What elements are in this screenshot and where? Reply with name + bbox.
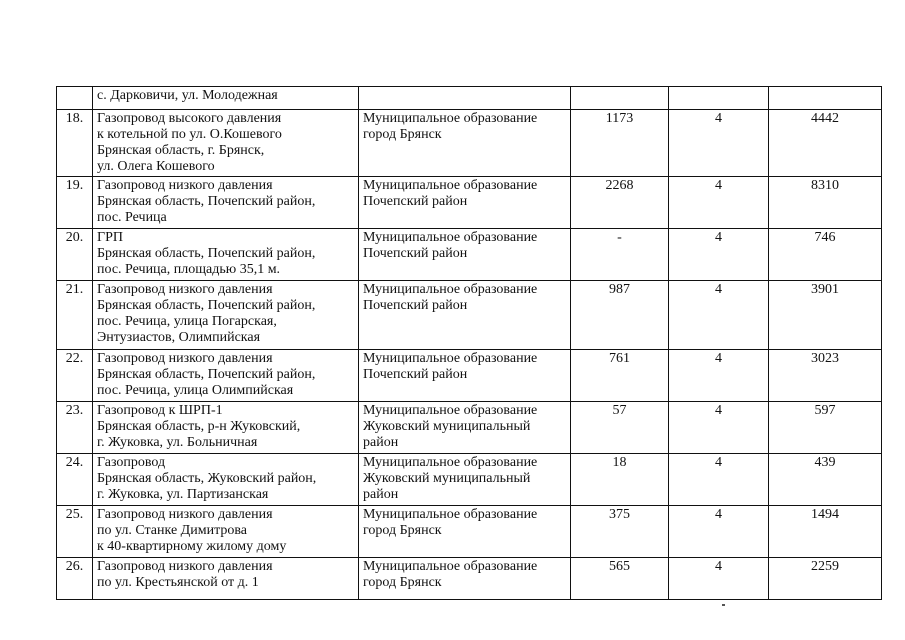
value-cell: 8310: [769, 177, 882, 229]
object-name-line: ул. Олега Кошевого: [97, 159, 215, 174]
object-name-cell: [93, 454, 359, 506]
owner-cell: [359, 281, 571, 350]
object-name-line: пос. Речица, площадью 35,1 м.: [97, 262, 281, 277]
table-row: [57, 558, 882, 600]
row-number: [57, 87, 93, 110]
gas-pipeline-table: [56, 86, 882, 600]
table-row: [57, 506, 882, 558]
value-cell: 1494: [769, 506, 882, 558]
object-name-line: Газопровод низкого давления: [97, 507, 273, 522]
owner-line: Муниципальное образование: [363, 230, 538, 245]
owner-line: Почепский район: [363, 194, 468, 209]
object-name-line: Газопровод низкого давления: [97, 282, 273, 297]
owner-cell: [359, 229, 571, 281]
class-cell: 4: [669, 229, 769, 281]
length-cell: 761: [571, 350, 669, 402]
length-cell: 1173: [571, 110, 669, 177]
table-row: [57, 110, 882, 177]
object-name-line: по ул. Станке Димитрова: [97, 523, 248, 538]
object-name-line: Газопровод низкого давления: [97, 351, 273, 366]
object-name-line: с. Дарковичи, ул. Молодежная: [97, 88, 278, 103]
object-name-cell: [93, 177, 359, 229]
row-number: 21.: [57, 281, 93, 350]
value-cell: 3901: [769, 281, 882, 350]
object-name-line: Брянская область, Почепский район,: [97, 298, 316, 313]
length-cell: 57: [571, 402, 669, 454]
object-name-line: Брянская область, р-н Жуковский,: [97, 419, 301, 434]
length-cell: [571, 87, 669, 110]
value-cell: [769, 87, 882, 110]
owner-line: Муниципальное образование: [363, 111, 538, 126]
object-name-line: Брянская область, Почепский район,: [97, 194, 316, 209]
owner-line: район: [363, 487, 399, 502]
length-cell: 987: [571, 281, 669, 350]
object-name-cell: [93, 229, 359, 281]
length-cell: 565: [571, 558, 669, 600]
owner-cell: [359, 558, 571, 600]
owner-cell: [359, 402, 571, 454]
object-name-cell: [93, 506, 359, 558]
object-name-line: Брянская область, Почепский район,: [97, 367, 316, 382]
value-cell: 597: [769, 402, 882, 454]
owner-line: Муниципальное образование: [363, 403, 538, 418]
class-cell: 4: [669, 454, 769, 506]
value-cell: 439: [769, 454, 882, 506]
object-name-line: Газопровод низкого давления: [97, 559, 273, 574]
object-name-line: Газопровод низкого давления: [97, 178, 273, 193]
row-number: 18.: [57, 110, 93, 177]
owner-line: город Брянск: [363, 575, 442, 590]
class-cell: 4: [669, 110, 769, 177]
table-row: [57, 281, 882, 350]
object-name-line: Брянская область, Жуковский район,: [97, 471, 317, 486]
owner-line: Муниципальное образование: [363, 455, 538, 470]
object-name-line: ГРП: [97, 230, 123, 245]
row-number: 23.: [57, 402, 93, 454]
object-name-line: к 40-квартирному жилому дому: [97, 539, 287, 554]
row-number: 19.: [57, 177, 93, 229]
table-body: [57, 87, 882, 600]
owner-line: район: [363, 435, 399, 450]
object-name-cell: [93, 87, 359, 110]
owner-line: Муниципальное образование: [363, 351, 538, 366]
object-name-cell: [93, 350, 359, 402]
owner-line: Почепский район: [363, 367, 468, 382]
object-name-line: пос. Речица, улица Олимпийская: [97, 383, 294, 398]
owner-line: Муниципальное образование: [363, 282, 538, 297]
class-cell: 4: [669, 558, 769, 600]
object-name-line: пос. Речица: [97, 210, 167, 225]
object-name-cell: [93, 558, 359, 600]
value-cell: 3023: [769, 350, 882, 402]
owner-line: Муниципальное образование: [363, 178, 538, 193]
object-name-line: Газопровод высокого давления: [97, 111, 282, 126]
table-row: [57, 350, 882, 402]
length-cell: -: [571, 229, 669, 281]
object-name-line: г. Жуковка, ул. Партизанская: [97, 487, 269, 502]
object-name-cell: [93, 402, 359, 454]
value-cell: 2259: [769, 558, 882, 600]
length-cell: 375: [571, 506, 669, 558]
value-cell: 746: [769, 229, 882, 281]
owner-line: Жуковский муниципальный: [363, 471, 531, 486]
object-name-line: по ул. Крестьянской от д. 1: [97, 575, 259, 590]
owner-line: Жуковский муниципальный: [363, 419, 531, 434]
owner-line: Муниципальное образование: [363, 559, 538, 574]
object-name-cell: [93, 281, 359, 350]
object-name-line: Брянская область, г. Брянск,: [97, 143, 265, 158]
object-name-line: Газопровод: [97, 455, 166, 470]
object-name-line: г. Жуковка, ул. Больничная: [97, 435, 258, 450]
object-name-cell: [93, 110, 359, 177]
scan-speck: [722, 604, 725, 606]
object-name-line: Газопровод к ШРП-1: [97, 403, 223, 418]
table-row: [57, 454, 882, 506]
owner-line: город Брянск: [363, 127, 442, 142]
table-row: [57, 402, 882, 454]
length-cell: 18: [571, 454, 669, 506]
object-name-line: к котельной по ул. О.Кошевого: [97, 127, 282, 142]
row-number: 22.: [57, 350, 93, 402]
owner-line: Почепский район: [363, 246, 468, 261]
table-row: [57, 87, 882, 110]
class-cell: 4: [669, 350, 769, 402]
owner-cell: [359, 110, 571, 177]
owner-cell: [359, 454, 571, 506]
row-number: 25.: [57, 506, 93, 558]
owner-cell: [359, 506, 571, 558]
table-row: [57, 177, 882, 229]
class-cell: [669, 87, 769, 110]
row-number: 26.: [57, 558, 93, 600]
value-cell: 4442: [769, 110, 882, 177]
owner-cell: [359, 87, 571, 110]
object-name-line: Энтузиастов, Олимпийская: [97, 330, 261, 345]
owner-line: город Брянск: [363, 523, 442, 538]
owner-line: Муниципальное образование: [363, 507, 538, 522]
owner-cell: [359, 177, 571, 229]
object-name-line: Брянская область, Почепский район,: [97, 246, 316, 261]
length-cell: 2268: [571, 177, 669, 229]
class-cell: 4: [669, 281, 769, 350]
owner-cell: [359, 350, 571, 402]
class-cell: 4: [669, 506, 769, 558]
row-number: 24.: [57, 454, 93, 506]
row-number: 20.: [57, 229, 93, 281]
class-cell: 4: [669, 402, 769, 454]
object-name-line: пос. Речица, улица Погарская,: [97, 314, 277, 329]
class-cell: 4: [669, 177, 769, 229]
owner-line: Почепский район: [363, 298, 468, 313]
table-row: [57, 229, 882, 281]
